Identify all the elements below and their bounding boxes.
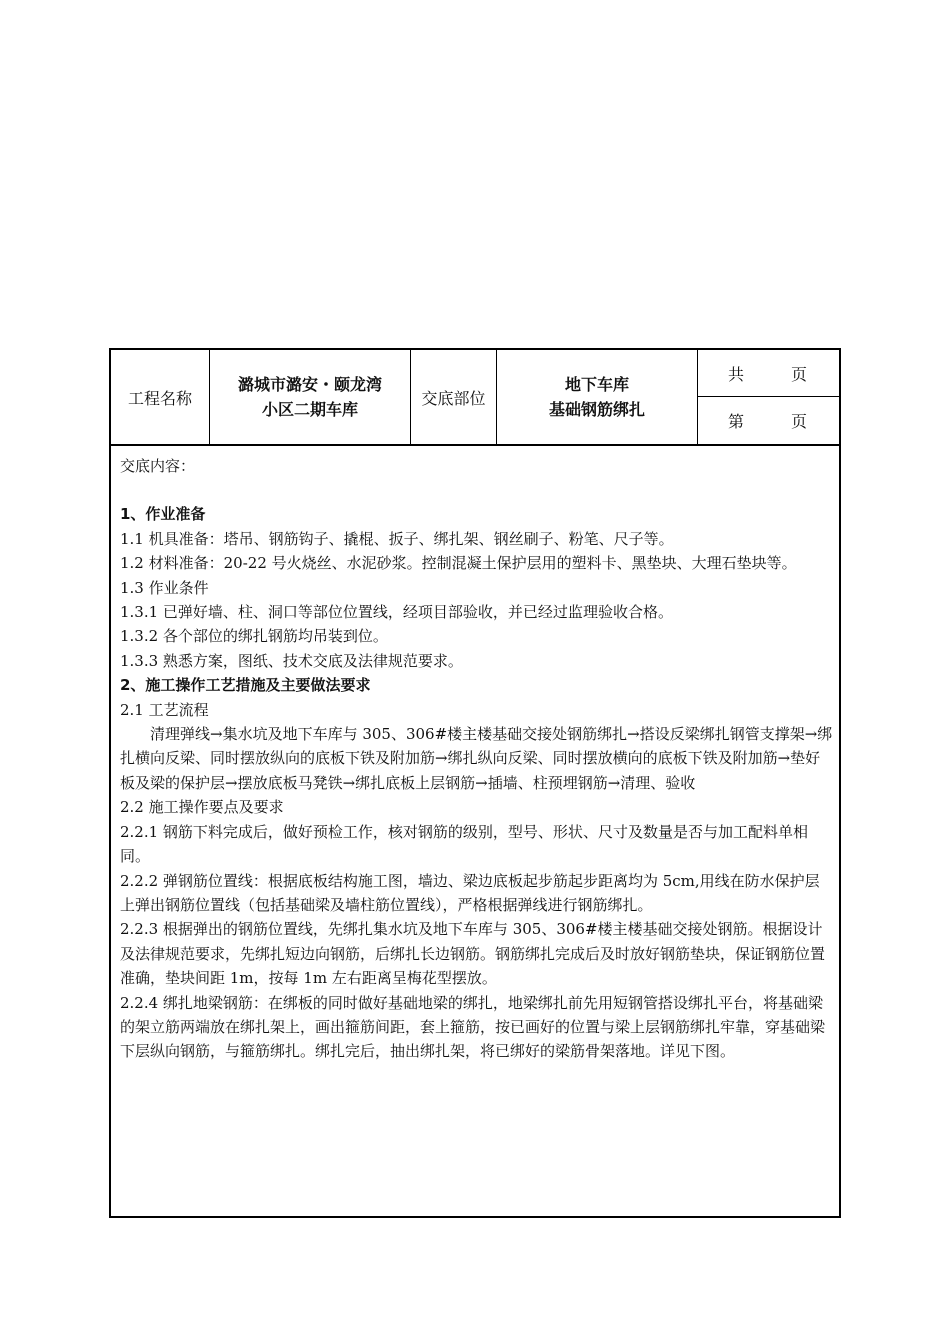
page-number <box>698 397 839 444</box>
disclosure-form <box>109 348 841 1218</box>
total-unit: 页 <box>790 364 807 384</box>
part-label: 交底部位 <box>411 350 497 444</box>
item-1-2: 1.2 材料准备：20-22 号火烧丝、水泥砂浆。控制混凝土保护层用的塑料卡、黑垫块、大理石垫块等。 <box>120 554 797 573</box>
total-pages <box>698 350 839 397</box>
section-2-title: 2、施工操作工艺措施及主要做法要求 <box>120 676 371 695</box>
page-label: 第 <box>728 412 745 431</box>
project-label: 工程名称 <box>111 350 210 444</box>
page-info <box>698 350 839 444</box>
item-2-2-4: 2.2.4 绑扎地梁钢筋：在绑板的同时做好基础地梁的绑扎，地梁绑扎前先用短钢管搭设绑扎平台，将基础梁的架立筋两端放在绑扎架上，画出箍筋间距，套上箍筋，按已画好的位置与梁上层钢筋绑扎牢靠，穿基础梁下层纵向钢筋，与箍筋绑扎。绑扎完后，抽出绑扎架，将已绑好的梁筋骨架落地。详见下图。 <box>120 993 826 1061</box>
item-2-2-2: 2.2.2 弹钢筋位置线：根据底板结构施工图，墙边、梁边底板起步筋起步距离均为 5cm,用线在防水保护层上弹出钢筋位置线（包括基础梁及墙柱筋位置线），严格根据弹线进行钢筋绑扎。 <box>120 871 820 914</box>
disclosure-content <box>120 454 834 1064</box>
item-2-2-1: 2.2.1 钢筋下料完成后，做好预检工作，核对钢筋的级别，型号、形状、尺寸及数量是否与加工配料单相同。 <box>120 822 808 866</box>
item-1-1: 1.1 机具准备：塔吊、钢筋钩子、撬棍、扳子、绑扎架、钢丝刷子、粉笔、尺子等。 <box>120 529 674 548</box>
part-name <box>497 350 698 444</box>
item-1-3: 1.3 作业条件 <box>120 578 209 597</box>
total-label: 共 <box>728 364 745 384</box>
section-1-title: 1、作业准备 <box>120 505 206 524</box>
item-2-2: 2.2 施工操作要点及要求 <box>120 798 284 817</box>
project-name-line1: 潞城市潞安・颐龙湾 <box>237 375 382 394</box>
project-name-line2: 小区二期车库 <box>261 400 358 419</box>
item-2-1: 2.1 工艺流程 <box>120 700 209 719</box>
item-1-3-2: 1.3.2 各个部位的绑扎钢筋均吊装到位。 <box>120 627 388 646</box>
part-line2: 基础钢筋绑扎 <box>548 400 645 419</box>
process-flow: 清理弹线→集水坑及地下车库与 305、306#楼主楼基础交接处钢筋绑扎→搭设反梁绑扎钢管支撑架→绑扎横向反梁、同时摆放纵向的底板下铁及附加筋→绑扎纵向反梁、同时摆放横向的底板下铁及附加筋→垫好板及梁的保护层→摆放底板马凳铁→绑扎底板上层钢筋→插墙、柱预埋钢筋→清理、验收 <box>120 725 833 792</box>
item-1-3-1: 1.3.1 已弹好墙、柱、洞口等部位位置线，经项目部验收，并已经过监理验收合格。 <box>120 603 673 622</box>
project-name <box>210 350 411 444</box>
spacer <box>120 478 834 502</box>
item-2-2-3: 2.2.3 根据弹出的钢筋位置线，先绑扎集水坑及地下车库与 305、306#楼主楼基础交接处钢筋。根据设计及法律规范要求，先绑扎短边向钢筋，后绑扎长边钢筋。钢筋绑扎完成后及时放好钢筋垫块，保证钢筋位置准确，垫块间距 1m，按每 1m 左右距离呈梅花型摆放。 <box>120 920 826 988</box>
item-1-3-3: 1.3.3 熟悉方案，图纸、技术交底及法律规范要求。 <box>120 651 463 670</box>
content-intro: 交底内容： <box>120 457 196 475</box>
form-header <box>111 350 839 446</box>
part-line1: 地下车库 <box>564 375 629 394</box>
page-unit: 页 <box>790 412 807 431</box>
